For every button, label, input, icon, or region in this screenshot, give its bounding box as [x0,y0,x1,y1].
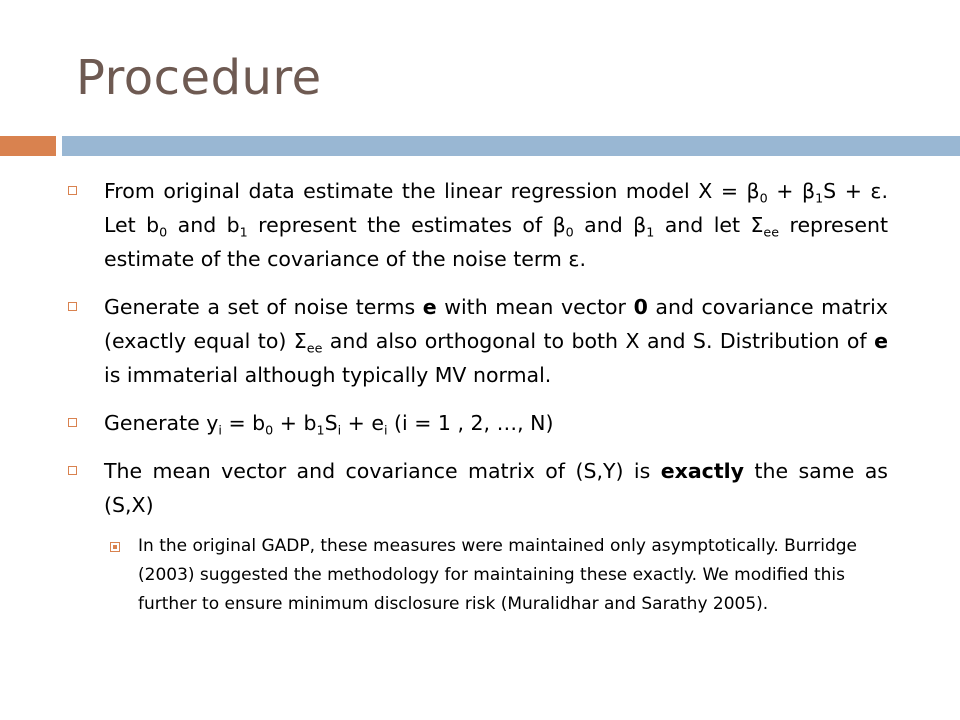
bullet-item-regression [64,174,888,276]
title-accent-bar-orange [0,136,56,156]
title-accent-bar-blue [62,136,960,156]
bullet-text: From original data estimate the linear regression model $X = \beta_0 + \beta_1S + \varepsilon$. Let $b_0$ and $b_1$ represent the estimates of $\beta_0$ and $\beta_1$ and let $\Sigma_{ee}$ represent estimate of the covariance of the noise term ε. [104,179,889,271]
slide-content [64,174,888,619]
filled-square-bullet-icon [110,542,120,552]
bullet-item-mean-vector [64,454,888,522]
bullet-text: Generate $y_i = b_0 + b_1S_i + e_i$ (i = 1 , 2, …, N) [104,411,554,438]
bullet-item-noise-terms [64,290,888,392]
sub-bullet-item-gadp [104,532,888,619]
slide-title: Procedure [76,50,322,106]
bullet-text: The mean vector and covariance matrix of (S,Y) is exactly the same as (S,X) [104,459,888,517]
bullet-text: Generate a set of noise terms e with mean vector 0 and covariance matrix (exactly equal to) $\Sigma_{ee}$ and also orthogonal to both X and S. Distribution of e is immaterial although typically MV normal. [104,295,889,387]
square-bullet-icon [68,186,77,195]
square-bullet-icon [68,466,77,475]
bullet-item-generate-y [64,406,888,440]
square-bullet-icon [68,418,77,427]
sub-bullet-text: In the original GADP, these measures were maintained only asymptotically. Burridge (2003) suggested the methodology for maintaining these exactly. We modified this further to ensure minimum disclosure risk (Muralidhar and Sarathy 2005). [138,536,858,614]
square-bullet-icon [68,302,77,311]
